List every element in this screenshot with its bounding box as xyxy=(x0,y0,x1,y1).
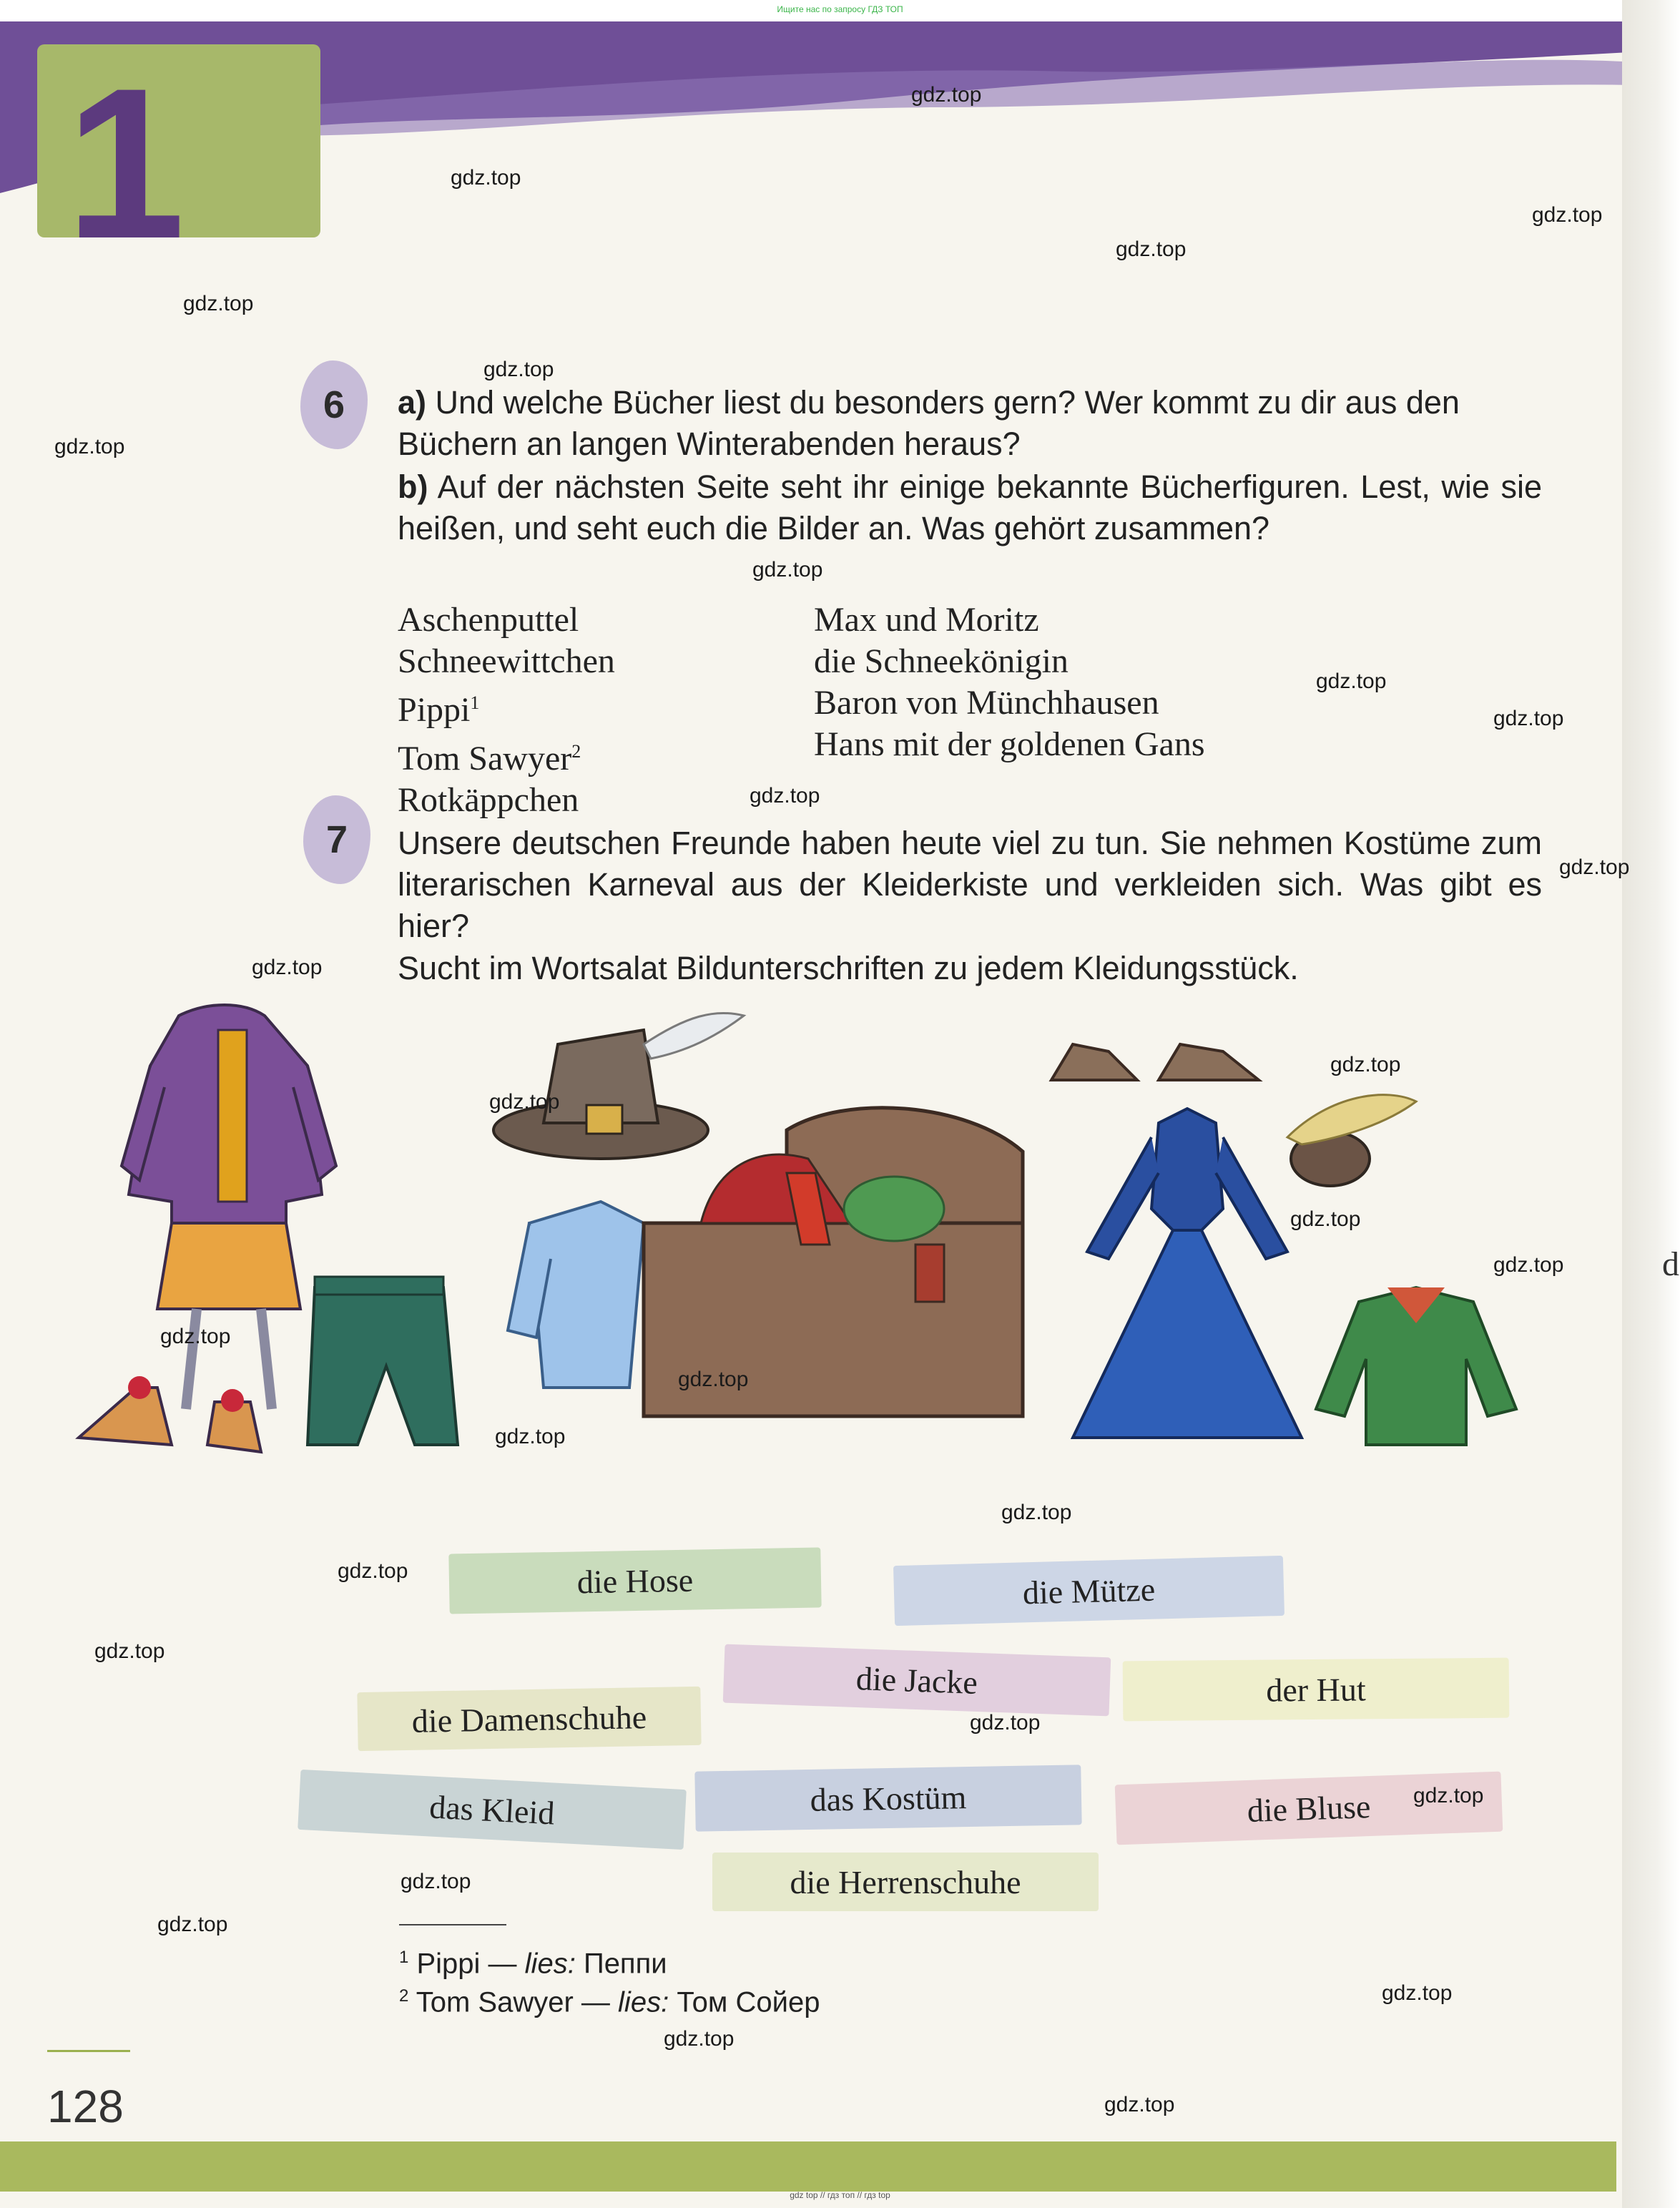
word-label: die Herrenschuhe xyxy=(712,1853,1099,1911)
watermark: gdz.top xyxy=(970,1711,1041,1734)
task-6-part-a xyxy=(398,382,1542,465)
book-figures-col2 xyxy=(814,599,1205,765)
chapter-number: 1 xyxy=(66,43,185,283)
word-label: die Damenschuhe xyxy=(357,1687,701,1751)
word-label: die Hose xyxy=(448,1547,821,1614)
word-label: die Mütze xyxy=(893,1556,1284,1626)
task-6-a-marker: a) xyxy=(398,384,427,421)
blouse-illustration xyxy=(508,1202,644,1388)
footnote: $^2$ Tom Sawyer — lies: Том Сойер xyxy=(399,1986,820,2018)
task-7-badge: 7 xyxy=(303,795,370,884)
watermark: gdz.top xyxy=(160,1325,231,1348)
watermark: gdz.top xyxy=(750,784,820,808)
watermark: gdz.top xyxy=(1316,669,1387,693)
figure-name: die Schneekönigin xyxy=(814,642,1069,680)
watermark: gdz.top xyxy=(1104,2093,1175,2116)
watermark: gdz.top xyxy=(664,2027,735,2051)
word-label: die Bluse xyxy=(1115,1772,1503,1845)
watermark: gdz.top xyxy=(1493,707,1564,730)
margin-letter: d xyxy=(1662,1245,1679,1283)
watermark: gdz.top xyxy=(1559,855,1630,879)
watermark: gdz.top xyxy=(401,1870,471,1893)
watermark: gdz.top xyxy=(1532,203,1603,227)
task-7-text: Unsere deutschen Freunde haben heute viel zu tun. Sie nehmen Kostüme zum literarischen Karneval aus der Kleiderkiste und verkleiden sich. Was gibt es hier? xyxy=(398,825,1542,944)
watermark: gdz.top xyxy=(483,358,554,381)
figure-name: Tom Sawyer$^2$ xyxy=(398,740,581,777)
task-6-badge: 6 xyxy=(300,360,368,449)
task-6-b-text: Auf der nächsten Seite seht ihr einige bekannte Bücherfiguren. Lest, wie sie heißen, und seht euch die Bilder an. Was gehört zusammen? xyxy=(398,468,1542,546)
figure-name: Pippi$^1$ xyxy=(398,691,480,729)
bottom-band xyxy=(0,2141,1616,2192)
task-6-b-marker: b) xyxy=(398,468,428,505)
footnote-ref: 2 xyxy=(571,741,581,762)
word-label: die Jacke xyxy=(723,1644,1111,1717)
watermark: gdz.top xyxy=(495,1425,566,1448)
top-note: Ищите нас по запросу ГДЗ ТОП xyxy=(777,4,903,14)
jacket-illustration xyxy=(1316,1287,1516,1445)
hat-illustration xyxy=(493,1013,744,1159)
watermark: gdz.top xyxy=(678,1368,749,1391)
page-number-rule xyxy=(47,2050,130,2052)
figure-name: Schneewittchen xyxy=(398,642,615,680)
watermark: gdz.top xyxy=(94,1639,165,1663)
dress-illustration xyxy=(1073,1109,1302,1438)
task-7-text-2: Sucht im Wortsalat Bildunterschriften zu jedem Kleidungsstück. xyxy=(398,950,1299,986)
watermark: gdz.top xyxy=(54,435,125,458)
figure-name: Rotkäppchen xyxy=(398,781,579,819)
watermark: gdz.top xyxy=(489,1090,560,1114)
women-shoes-illustration xyxy=(79,1376,261,1452)
word-label: der Hut xyxy=(1123,1658,1510,1722)
footnote: $^1$ Pippi — lies: Пеппи xyxy=(399,1948,667,1980)
figure-name: Aschenputtel xyxy=(398,601,579,639)
figure-name: Max und Moritz xyxy=(814,601,1039,639)
word-label: das Kostüm xyxy=(694,1765,1081,1831)
watermark: gdz.top xyxy=(183,292,254,315)
watermark: gdz.top xyxy=(1413,1784,1484,1807)
book-figures-col1 xyxy=(398,599,615,821)
watermark: gdz.top xyxy=(1382,1981,1453,2005)
figure-name: Hans mit der goldenen Gans xyxy=(814,725,1205,763)
trousers-illustration xyxy=(308,1277,458,1445)
watermark: gdz.top xyxy=(1330,1053,1401,1076)
men-shoes-illustration xyxy=(1051,1044,1259,1080)
footnote-ref: 1 xyxy=(470,692,480,713)
watermark: gdz.top xyxy=(1493,1253,1564,1277)
word-label: das Kleid xyxy=(298,1770,687,1850)
figure-name: Baron von Münchhausen xyxy=(814,684,1159,722)
watermark: gdz.top xyxy=(338,1559,408,1583)
cap-illustration xyxy=(1287,1095,1416,1186)
page-number: 128 xyxy=(47,2081,124,2132)
watermark: gdz.top xyxy=(157,1913,228,1936)
watermark: gdz.top xyxy=(252,956,323,979)
footnote-rule xyxy=(399,1924,506,1925)
task-6-part-b xyxy=(398,466,1542,549)
watermark: gdz.top xyxy=(1116,237,1187,261)
page-edge-shadow xyxy=(1622,0,1680,2208)
watermark: gdz.top xyxy=(1290,1207,1361,1231)
watermark: gdz.top xyxy=(752,558,823,582)
watermark: gdz.top xyxy=(1001,1501,1072,1524)
task-6-a-text: Und welche Bücher liest du besonders gern? Wer kommt zu dir aus den Büchern an langen Winterabenden heraus? xyxy=(398,384,1460,462)
watermark: gdz.top xyxy=(451,166,521,190)
bottom-note: gdz top // гдз топ // гдз top xyxy=(790,2190,890,2200)
watermark: gdz.top xyxy=(911,83,982,107)
